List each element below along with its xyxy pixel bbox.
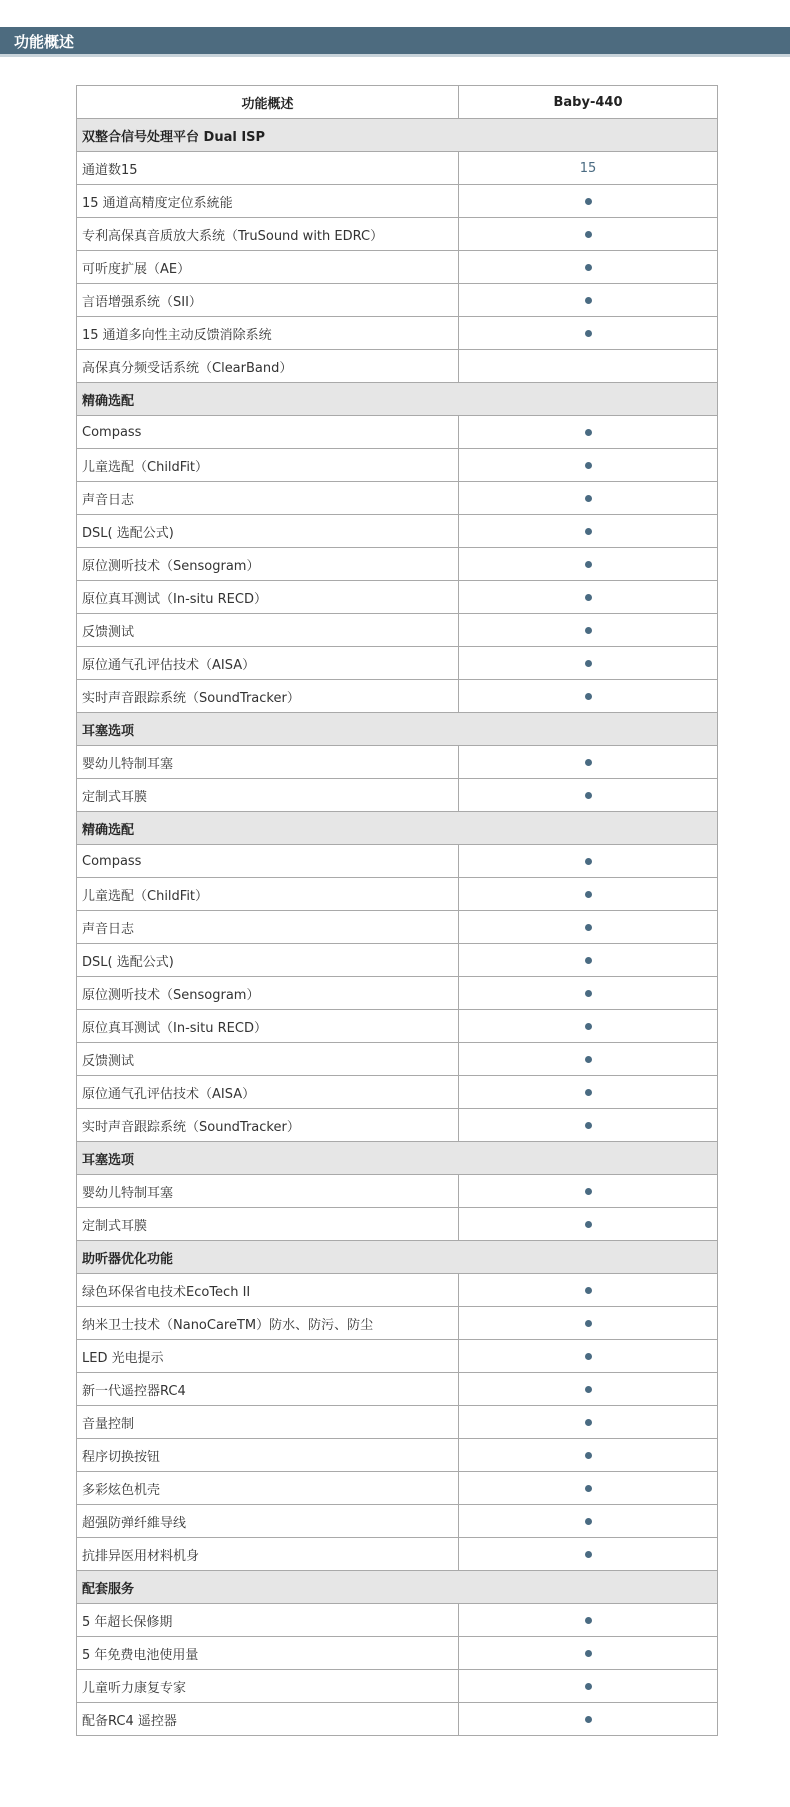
feature-value [459,416,718,449]
table-row [77,416,718,449]
feature-name: 高保真分频受话系统（ClearBand） [77,350,459,383]
filled-circle-icon [585,1287,592,1294]
section-title: 双整合信号处理平台 Dual ISP [77,119,718,152]
feature-name: 儿童选配（ChildFit） [77,449,459,482]
table-row [77,878,718,911]
table-row [77,1340,718,1373]
table-row [77,1076,718,1109]
filled-circle-icon [585,1485,592,1492]
section-header-row [77,812,718,845]
table-row [77,1703,718,1736]
table-row [77,581,718,614]
section-title: 精确选配 [77,383,718,416]
feature-value [459,1670,718,1703]
filled-circle-icon [585,1419,592,1426]
feature-value [459,449,718,482]
model-column-header: Baby-440 [459,86,718,119]
filled-circle-icon [585,1716,592,1723]
table-row [77,746,718,779]
feature-value [459,1208,718,1241]
feature-name: 音量控制 [77,1406,459,1439]
feature-value [459,1010,718,1043]
table-row [77,845,718,878]
filled-circle-icon [585,297,592,304]
table-row [77,218,718,251]
feature-name: 5 年超长保修期 [77,1604,459,1637]
filled-circle-icon [585,1650,592,1657]
table-row [77,977,718,1010]
feature-value [459,845,718,878]
feature-value [459,1043,718,1076]
feature-name: 原位测听技术（Sensogram） [77,548,459,581]
filled-circle-icon [585,1386,592,1393]
table-row [77,449,718,482]
feature-name: 15 通道高精度定位系統能 [77,185,459,218]
section-header-row [77,1571,718,1604]
section-title: 耳塞选项 [77,1142,718,1175]
filled-circle-icon [585,627,592,634]
feature-name: 纳米卫士技术（NanoCareTM）防水、防污、防尘 [77,1307,459,1340]
feature-name: 通道数15 [77,152,459,185]
table-row [77,515,718,548]
filled-circle-icon [585,891,592,898]
table-row [77,1373,718,1406]
feature-name: 配备RC4 遥控器 [77,1703,459,1736]
feature-name: 声音日志 [77,911,459,944]
section-header-row [77,119,718,152]
table-row [77,1505,718,1538]
filled-circle-icon [585,660,592,667]
feature-value [459,1637,718,1670]
feature-name: 5 年免费电池使用量 [77,1637,459,1670]
feature-value [459,1175,718,1208]
table-row [77,1670,718,1703]
table-row [77,1406,718,1439]
section-title: 耳塞选项 [77,713,718,746]
table-row [77,317,718,350]
filled-circle-icon [585,1353,592,1360]
table-row [77,1538,718,1571]
feature-value [459,1604,718,1637]
feature-name: 定制式耳膜 [77,779,459,812]
feature-value [459,218,718,251]
filled-circle-icon [585,1518,592,1525]
feature-name: 反馈测试 [77,614,459,647]
table-row [77,1604,718,1637]
feature-value [459,680,718,713]
feature-value [459,1274,718,1307]
feature-value [459,317,718,350]
feature-value [459,977,718,1010]
table-row [77,1307,718,1340]
section-header-row [77,1142,718,1175]
feature-name: Compass [77,845,459,878]
table-row [77,1043,718,1076]
table-row [77,1472,718,1505]
filled-circle-icon [585,1452,592,1459]
filled-circle-icon [585,462,592,469]
feature-table [76,85,718,1736]
feature-value [459,284,718,317]
feature-name: LED 光电提示 [77,1340,459,1373]
table-row [77,152,718,185]
feature-value [459,1340,718,1373]
filled-circle-icon [585,1089,592,1096]
table-row [77,284,718,317]
filled-circle-icon [585,924,592,931]
table-row [77,911,718,944]
feature-value [459,779,718,812]
table-row [77,1439,718,1472]
table-row [77,1010,718,1043]
section-header-row [77,713,718,746]
feature-value: 15 [459,152,718,185]
filled-circle-icon [585,957,592,964]
filled-circle-icon [585,561,592,568]
feature-name: 婴幼儿特制耳塞 [77,746,459,779]
filled-circle-icon [585,198,592,205]
filled-circle-icon [585,1617,592,1624]
filled-circle-icon [585,231,592,238]
filled-circle-icon [585,495,592,502]
table-row [77,1175,718,1208]
section-header-row [77,383,718,416]
feature-table-body [77,119,718,1736]
filled-circle-icon [585,990,592,997]
feature-value [459,482,718,515]
filled-circle-icon [585,792,592,799]
feature-value [459,614,718,647]
table-row [77,185,718,218]
table-header-row [77,86,718,119]
table-row [77,944,718,977]
feature-value [459,1076,718,1109]
feature-name: DSL( 选配公式) [77,515,459,548]
filled-circle-icon [585,759,592,766]
filled-circle-icon [585,429,592,436]
feature-value [459,1439,718,1472]
filled-circle-icon [585,1551,592,1558]
feature-name: DSL( 选配公式) [77,944,459,977]
filled-circle-icon [585,693,592,700]
feature-name: 超强防弹纤維导线 [77,1505,459,1538]
feature-name: 声音日志 [77,482,459,515]
feature-value [459,1406,718,1439]
table-row [77,1208,718,1241]
feature-name: 程序切换按钮 [77,1439,459,1472]
feature-name: 实时声音跟踪系统（SoundTracker） [77,1109,459,1142]
feature-name: Compass [77,416,459,449]
feature-name: 反馈测试 [77,1043,459,1076]
feature-name: 原位真耳测试（In-situ RECD） [77,581,459,614]
feature-name: 原位真耳测试（In-situ RECD） [77,1010,459,1043]
feature-value [459,1373,718,1406]
feature-name: 原位通气孔评估技术（AISA） [77,1076,459,1109]
feature-value [459,1307,718,1340]
filled-circle-icon [585,858,592,865]
filled-circle-icon [585,264,592,271]
section-title: 精确选配 [77,812,718,845]
feature-name: 实时声音跟踪系统（SoundTracker） [77,680,459,713]
feature-name: 新一代遥控器RC4 [77,1373,459,1406]
feature-value [459,1109,718,1142]
feature-name: 原位测听技术（Sensogram） [77,977,459,1010]
feature-value [459,746,718,779]
table-row [77,680,718,713]
section-header-row [77,1241,718,1274]
section-title: 助听器优化功能 [77,1241,718,1274]
filled-circle-icon [585,1320,592,1327]
feature-value [459,944,718,977]
feature-name: 多彩炫色机壳 [77,1472,459,1505]
feature-name: 抗排异医用材料机身 [77,1538,459,1571]
feature-name: 儿童听力康复专家 [77,1670,459,1703]
filled-circle-icon [585,1683,592,1690]
feature-value [459,1505,718,1538]
feature-value [459,911,718,944]
feature-name: 可听度扩展（AE） [77,251,459,284]
table-row [77,350,718,383]
feature-value [459,185,718,218]
filled-circle-icon [585,1122,592,1129]
filled-circle-icon [585,1023,592,1030]
table-row [77,1109,718,1142]
feature-value [459,548,718,581]
table-row [77,482,718,515]
feature-value [459,1703,718,1736]
feature-name: 绿色环保省电技术EcoTech II [77,1274,459,1307]
feature-name: 定制式耳膜 [77,1208,459,1241]
table-row [77,614,718,647]
feature-name: 儿童选配（ChildFit） [77,878,459,911]
feature-value [459,581,718,614]
feature-value [459,1472,718,1505]
feature-value [459,878,718,911]
filled-circle-icon [585,1221,592,1228]
table-row [77,548,718,581]
feature-name: 专利高保真音质放大系统（TruSound with EDRC） [77,218,459,251]
table-row [77,251,718,284]
feature-name: 原位通气孔评估技术（AISA） [77,647,459,680]
filled-circle-icon [585,1188,592,1195]
feature-column-header: 功能概述 [77,86,459,119]
feature-name: 言语增强系统（SII） [77,284,459,317]
filled-circle-icon [585,1056,592,1063]
feature-value [459,647,718,680]
feature-name: 婴幼儿特制耳塞 [77,1175,459,1208]
table-row [77,1274,718,1307]
table-row [77,1637,718,1670]
section-title: 配套服务 [77,1571,718,1604]
page-title: 功能概述 [0,27,790,57]
filled-circle-icon [585,528,592,535]
filled-circle-icon [585,594,592,601]
feature-name: 15 通道多向性主动反馈消除系统 [77,317,459,350]
feature-value [459,350,718,383]
filled-circle-icon [585,330,592,337]
table-row [77,647,718,680]
feature-value [459,251,718,284]
feature-value [459,515,718,548]
feature-value [459,1538,718,1571]
table-row [77,779,718,812]
